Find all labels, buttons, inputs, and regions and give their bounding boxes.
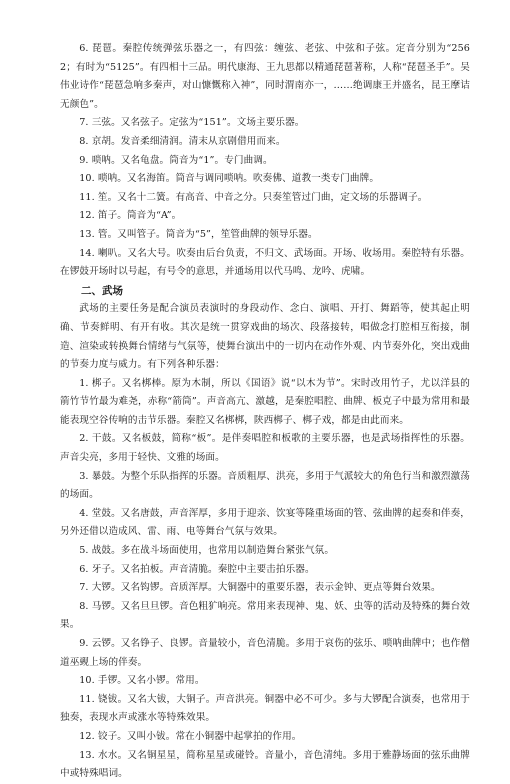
paragraph: 12. 笛子。筒音为“A”。: [79, 210, 182, 222]
paragraph: 7. 大锣。又名钩锣。音质浑厚。大铜器中的重要乐器，表示金钟、更点等舞台效果。: [79, 582, 441, 594]
paragraph: 13. 水水。又名铜星星，简称星星或碰铃。音量小，音色清纯。多用于雅静场面的弦乐曲牌中或特殊唱词。: [60, 749, 470, 780]
paragraph: 6. 牙子。又名拍板。声音清脆。秦腔中主要击拍乐器。: [79, 563, 315, 575]
paragraph: 12. 铰子。又叫小钹。常在小铜器中起掌拍的作用。: [79, 730, 302, 742]
paragraph: 9. 云锣。又名铮子、良锣。音量较小，音色清脆。多用于哀伤的弦乐、唢呐曲牌中；也作僧道巫觋上场的伴奏。: [60, 638, 470, 668]
paragraph: 5. 战鼓。多在战斗场面使用，也常用以制造舞台紧张气氛。: [79, 545, 335, 557]
paragraph: 6. 琵琶。秦腔传统弹弦乐器之一，有四弦：缠弦、老弦、中弦和子弦。定音分别为“2562；有时为“5125”。有四相十三品。明代康海、王九思都以精通琵琶著称，人称“琵琶圣手”。吴伟业诗作“琵琶急响多秦声，对山慷慨称入神”，同时渭南亦一，……绝调康王并盛名，昆王摩诘无颜色”。: [60, 43, 470, 110]
paragraph: 4. 堂鼓。又名唐鼓，声音浑厚，多用于迎亲、饮宴等隆重场面的管、弦曲牌的起奏和伴奏，另外还借以造成风、雷、雨、电等舞台气氛与效果。: [60, 507, 470, 538]
paragraph: 13. 管。又叫管子。筒音为“5”，笙管曲牌的领导乐器。: [79, 228, 318, 240]
paragraph: 14. 喇叭。又名大号。吹奏由后台负责，不归文、武场面。开场、收场用。秦腔特有乐器。在锣鼓开场时以号起，有号令的意思，并通场用以代马鸣、龙吟、虎啸。: [60, 247, 470, 278]
paragraph: 7. 三弦。又名弦子。定弦为“151”。文场主要乐器。: [79, 117, 305, 129]
paragraph: 8. 京胡。发音柔细清润。清末从京剧借用而来。: [79, 135, 286, 147]
paragraph: 3. 暴鼓。为整个乐队指挥的乐器。音质粗厚、洪亮，多用于气派较大的角色行当和激烈激荡的场面。: [60, 470, 470, 501]
paragraph: 8. 马锣。又名旦旦锣。音色粗犷响亮。常用来表现神、鬼、妖、虫等的活动及特殊的舞台效果。: [60, 600, 470, 631]
paragraph: 11. 铙钹。又名大钹，大铜子。声音洪亮。铜器中必不可少。多与大锣配合演奏，也常用于独奏，表现水声或涨水等特殊效果。: [60, 693, 470, 724]
page-content: [60, 40, 470, 784]
paragraph: 武场的主要任务是配合演员表演时的身段动作、念白、演唱、开打、舞蹈等，使其起止明确、节奏鲜明、有开有收。其次是统一贯穿戏曲的场次、段落接转，唱做念打腔相互衔接，制造、渲染或转换舞台情绪与气氛等，使舞台演出中的一切内在动作外观、内节奏外化，突出戏曲的节奏力度与威力。有下列各种乐器：: [60, 303, 470, 371]
section-heading: 二、武场: [81, 284, 123, 297]
paragraph: 10. 手锣。又名小锣。常用。: [79, 675, 205, 687]
paragraph: 9. 唢呐。又名龟盘。筒音为“1”。专门曲调。: [79, 154, 273, 166]
paragraph: 1. 梆子。又名梆棒。原为木制，所以《国语》说“以木为节”。宋时改用竹子，尤以洋县的箭竹节竹最为难尧，赤称“箭筒”。声音高亢、激越，是秦腔唱腔、曲牌、板克子中最为常用和最能表现空谷传响的击节乐器。秦腔又名梆梆，陕西梆子、梆子戏，都是由此而来。: [60, 377, 470, 426]
paragraph: 10. 唢呐。又名海笛。筒音与调同唢呐。吹奏佛、道教一类专门曲牌。: [79, 173, 380, 185]
paragraph: 2. 干鼓。又名板鼓，简称“板”。是伴奏唱腔和板歌的主要乐器，也是武场指挥性的乐器。声音尖亮，多用于轻快、文雅的场面。: [60, 433, 470, 464]
paragraph: 11. 笙。又名十二簧。有高音、中音之分。只奏笙管过门曲，定文场的乐器调子。: [79, 191, 428, 203]
